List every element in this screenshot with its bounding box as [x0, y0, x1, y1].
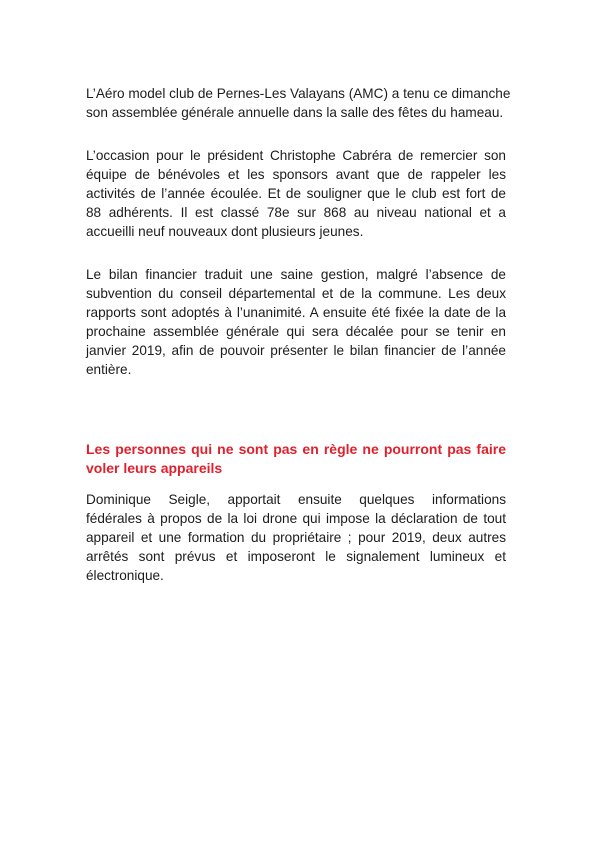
- paragraph-line: prochaine assemblée générale qui sera décalée pour se tenir en: [86, 324, 506, 339]
- intro-paragraph: [86, 84, 511, 122]
- paragraph-line: accueilli neuf nouveaux dont plusieurs jeunes.: [86, 224, 364, 239]
- heading-line: Les personnes qui ne sont pas en règle ne pourront pas faire: [86, 441, 506, 457]
- paragraph-line: janvier 2019, afin de pouvoir présenter le bilan financier de l’année: [86, 343, 506, 358]
- paragraph-line: rapports sont adoptés à l’unanimité. A ensuite été fixée la date de la: [86, 305, 506, 320]
- paragraph-line: arrêtés sont prévus et imposeront le signalement lumineux et: [86, 549, 506, 564]
- paragraph-line: Dominique Seigle, apportait ensuite quelques informations: [86, 492, 506, 507]
- paragraph-line: fédérales à propos de la loi drone qui impose la déclaration de tout: [86, 511, 506, 526]
- drone-law-paragraph: [86, 490, 506, 585]
- president-paragraph: [86, 146, 506, 241]
- paragraph-line: son assemblée générale annuelle dans la salle des fêtes du hameau.: [86, 105, 504, 120]
- paragraph-line: Le bilan financier traduit une saine gestion, malgré l’absence de: [86, 267, 506, 282]
- paragraph-line: activités de l’année écoulée. Et de souligner que le club est fort de: [86, 186, 506, 201]
- paragraph-line: électronique.: [86, 568, 164, 583]
- paragraph-line: appareil et une formation du propriétaire ; pour 2019, deux autres: [86, 530, 506, 545]
- paragraph-line: 88 adhérents. Il est classé 78e sur 868 au niveau national et a: [86, 205, 506, 220]
- paragraph-line: entière.: [86, 362, 132, 377]
- paragraph-line: L’occasion pour le président Christophe Cabréra de remercier son: [86, 148, 506, 163]
- financial-paragraph: [86, 265, 506, 379]
- paragraph-line: équipe de bénévoles et les sponsors avant que de rappeler les: [86, 167, 506, 182]
- section-heading: [86, 440, 506, 478]
- paragraph-line: subvention du conseil départemental et de la commune. Les deux: [86, 286, 506, 301]
- heading-line: voler leurs appareils: [86, 460, 223, 476]
- paragraph-line: L’Aéro model club de Pernes-Les Valayans (AMC) a tenu ce dimanche: [86, 86, 511, 101]
